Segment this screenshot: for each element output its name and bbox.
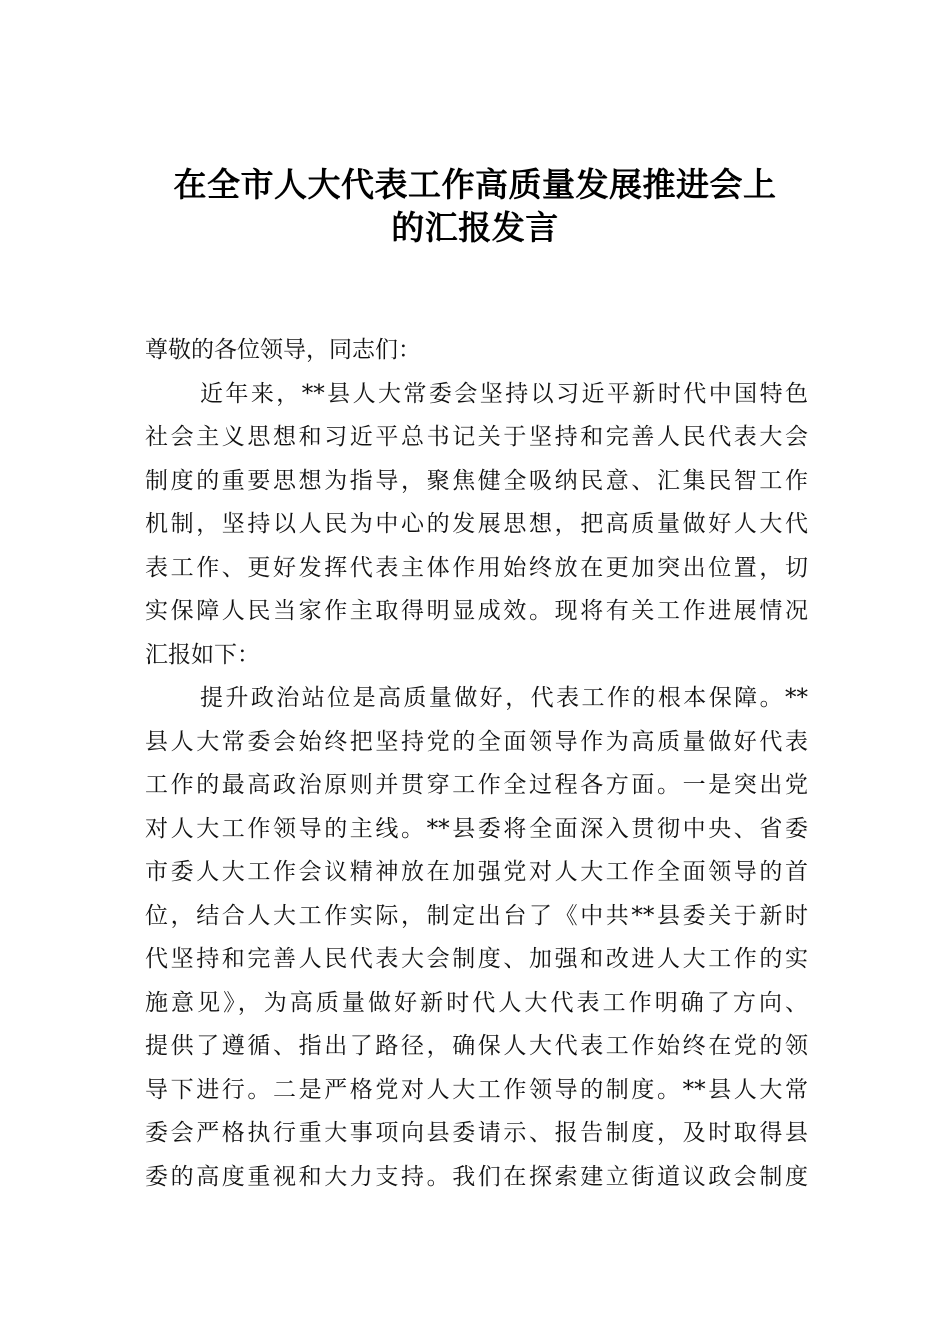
text-line: 制度的重要思想为指导，聚焦健全吸纳民意、汇集民智工作 (145, 467, 808, 494)
text-line: 委会严格执行重大事项向县委请示、报告制度，及时取得县 (145, 1120, 808, 1146)
text-line: 机制，坚持以人民为中心的发展思想，把高质量做好人大代 (145, 511, 808, 537)
text-line: 社会主义思想和习近平总书记关于坚持和完善人民代表大会 (145, 424, 808, 450)
text-line: 工作的最高政治原则并贯穿工作全过程各方面。一是突出党 (145, 772, 808, 798)
text-line: 代坚持和完善人民代表大会制度、加强和改进人大工作的实 (145, 946, 808, 972)
document-title-line-2: 的汇报发言 (391, 208, 559, 247)
text-line: 表工作、更好发挥代表主体作用始终放在更加突出位置，切 (145, 554, 808, 581)
text-line: 县人大常委会始终把坚持党的全面领导作为高质量做好代表 (145, 728, 808, 755)
text-line: 尊敬的各位领导，同志们： (145, 337, 421, 363)
text-line: 实保障人民当家作主取得明显成效。现将有关工作进展情况 (145, 598, 808, 624)
text-line: 提供了遵循、指出了路径，确保人大代表工作始终在党的领 (145, 1033, 808, 1059)
text-line: 近年来，**县人大常委会坚持以习近平新时代中国特色 (200, 380, 808, 407)
text-line: 市委人大工作会议精神放在加强党对人大工作全面领导的首 (145, 859, 808, 885)
text-line: 位，结合人大工作实际，制定出台了《中共**县委关于新时 (145, 902, 808, 929)
text-line: 提升政治站位是高质量做好，代表工作的根本保障。** (200, 685, 808, 711)
document-body (145, 329, 808, 1199)
document-title-line-1: 在全市人大代表工作高质量发展推进会上 (173, 165, 777, 204)
text-line: 对人大工作领导的主线。**县委将全面深入贯彻中央、省委 (145, 815, 808, 842)
text-line: 委的高度重视和大力支持。我们在探索建立街道议政会制度 (145, 1163, 808, 1190)
text-line: 汇报如下： (145, 641, 260, 668)
text-line: 导下进行。二是严格党对人大工作领导的制度。**县人大常 (145, 1076, 808, 1103)
text-line: 施意见》，为高质量做好新时代人大代表工作明确了方向、 (145, 989, 808, 1016)
